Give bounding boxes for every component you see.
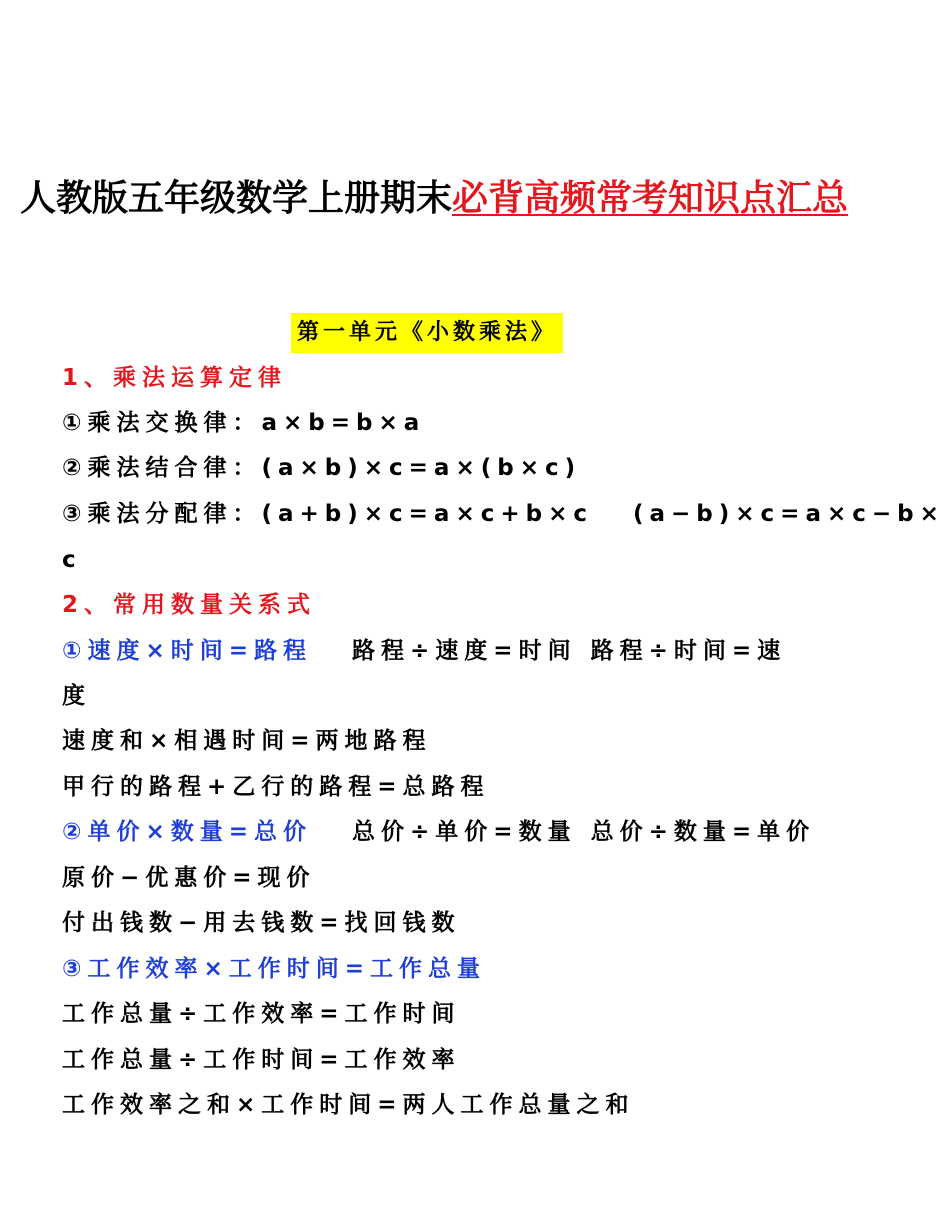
law-distributive-add: ③乘法分配律：(a+b)×c=a×c+b×c <box>62 501 593 527</box>
speed-formula <box>62 631 786 671</box>
law-commutative: ①乘法交换律：a×b=b×a <box>62 410 426 436</box>
page-title <box>0 170 868 221</box>
work-rel1: 工作总量÷工作效率=工作时间 <box>62 1001 461 1027</box>
section2-heading: 2、常用数量关系式 <box>62 592 317 618</box>
price-main: ②单价×数量=总价 <box>62 819 313 845</box>
work-main: ③工作效率×工作时间=工作总量 <box>62 956 487 982</box>
price-rel2: 总价÷数量=单价 <box>590 819 816 845</box>
title-main: 人教版五年级数学上册期末 <box>19 178 452 219</box>
work-rel2: 工作总量÷工作时间=工作效率 <box>62 1047 461 1073</box>
law-distributive-sub: (a−b)×c=a×c−b× <box>633 501 945 527</box>
law-distributive-cont: c <box>62 547 82 573</box>
speed-rel1: 路程÷速度=时间 <box>352 638 577 664</box>
speed-main: ①速度×时间=路程 <box>62 638 313 664</box>
unit-heading: 第一单元《小数乘法》 <box>291 313 563 353</box>
work-rel3: 工作效率之和×工作时间=两人工作总量之和 <box>62 1092 635 1118</box>
law-associative: ②乘法结合律：(a×b)×c=a×(b×c) <box>62 455 582 481</box>
price-rel1: 总价÷单价=数量 <box>352 819 577 845</box>
speed-formula-cont: 度 <box>62 683 91 709</box>
section1-heading: 1、乘法运算定律 <box>62 365 288 391</box>
speed-rel2: 路程÷时间=速 <box>590 638 787 664</box>
meet-formula: 速度和×相遇时间=两地路程 <box>62 728 432 754</box>
discount-formula: 原价−优惠价=现价 <box>62 865 316 891</box>
change-formula: 付出钱数−用去钱数=找回钱数 <box>62 910 461 936</box>
law-distributive <box>62 494 945 534</box>
total-path-formula: 甲行的路程+乙行的路程=总路程 <box>62 774 490 800</box>
price-formula <box>62 812 815 852</box>
title-highlight: 必背高频常考知识点汇总 <box>452 178 849 219</box>
